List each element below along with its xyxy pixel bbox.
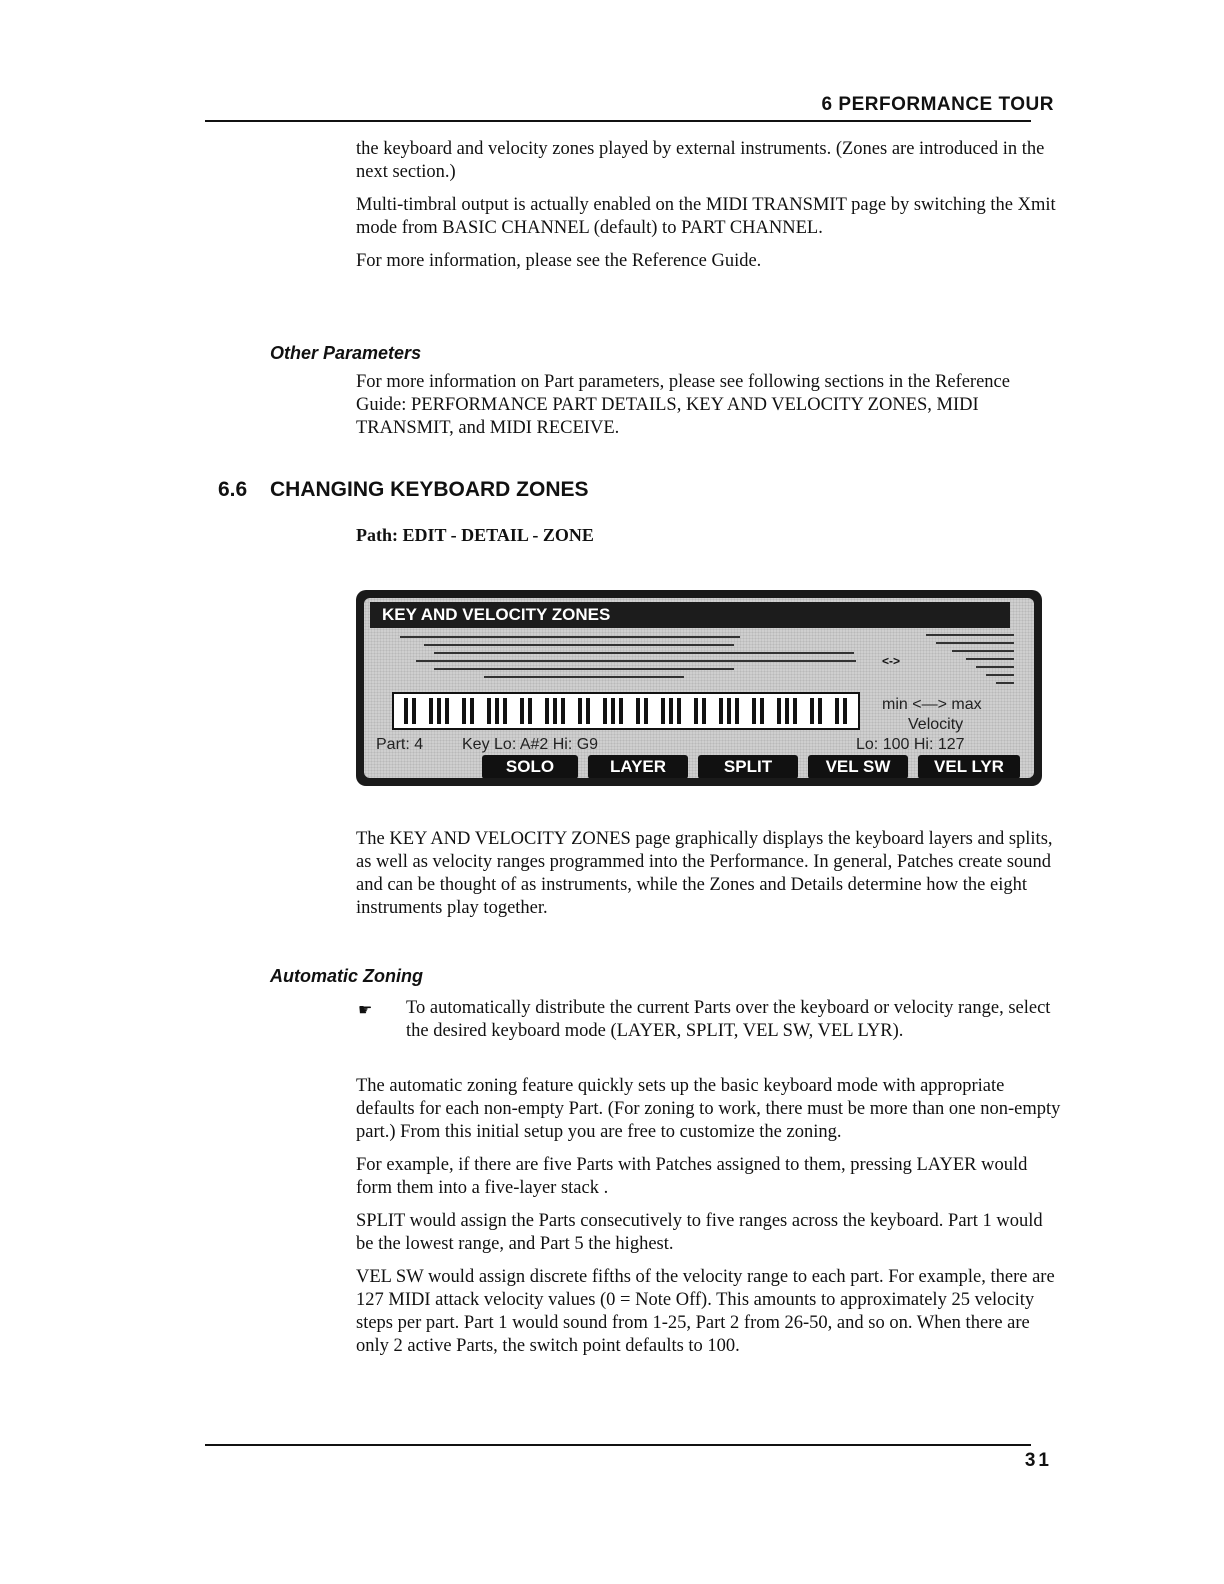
velocity-label: Velocity (908, 716, 964, 733)
black-key (445, 698, 449, 724)
black-key (603, 698, 607, 724)
black-key (487, 698, 491, 724)
black-key (586, 698, 590, 724)
intro-paragraph-1: the keyboard and velocity zones played by external instruments. (Zones are introduced in the next section.) (356, 139, 1045, 182)
black-key (760, 698, 764, 724)
auto-zoning-bullet (406, 997, 1062, 1053)
black-key (520, 698, 524, 724)
vel-lyr-button[interactable]: VEL LYR (918, 755, 1020, 778)
auto-zoning-paragraph-1: The automatic zoning feature quickly sets up the basic keyboard mode with appropriate defaults for each non-empty Part. (For zoning to work, there must be more than one non-empty part.) From this initial setup you are free to customize the zoning. (356, 1076, 1061, 1142)
black-key (636, 698, 640, 724)
velocity-bar (926, 634, 1014, 636)
auto-zoning-paragraph-3: SPLIT would assign the Parts consecutively to five ranges across the keyboard. Part 1 would be the lowest range, and Part 5 the highest. (356, 1211, 1043, 1254)
keyboard-graphic (392, 692, 860, 730)
zone-bar (400, 636, 740, 638)
automatic-zoning-heading: Automatic Zoning (270, 966, 423, 986)
zone-bar (434, 652, 854, 654)
auto-zoning-paragraph-4: VEL SW would assign discrete fifths of the velocity range to each part. For example, there are 127 MIDI attack velocity values (0 = Note Off). This amounts to approximately 25 velocity steps per part. Part 1 would sound from 1-25, Part 2 from 26-50, and so on. When there are only 2 active Parts, the switch point defaults to 100. (356, 1267, 1055, 1356)
running-header: 6 PERFORMANCE TOUR (821, 94, 1054, 115)
black-key (404, 698, 408, 724)
black-key (694, 698, 698, 724)
section-heading (218, 478, 589, 502)
solo-button[interactable]: SOLO (482, 755, 578, 778)
intro-paragraph-3: For more information, please see the Reference Guide. (356, 251, 762, 271)
intro-text (356, 138, 1062, 283)
velocity-bar (996, 682, 1014, 684)
black-key (669, 698, 673, 724)
black-key (785, 698, 789, 724)
black-key (462, 698, 466, 724)
black-key (810, 698, 814, 724)
black-key (495, 698, 499, 724)
vel-sw-button[interactable]: VEL SW (808, 755, 908, 778)
header-rule (205, 120, 1031, 122)
softkey-row (482, 755, 1034, 778)
lcd-display (364, 598, 1034, 778)
pointing-hand-icon: ☛ (358, 1000, 373, 1019)
zone-bar (484, 676, 684, 678)
velocity-bar (952, 650, 1014, 652)
key-range: Key Lo: A#2 Hi: G9 (462, 736, 599, 753)
auto-zoning-paragraph-2: For example, if there are five Parts with Patches assigned to them, pressing LAYER would form them into a five-layer stack . (356, 1155, 1028, 1198)
black-key (412, 698, 416, 724)
footer-rule (205, 1444, 1031, 1446)
other-parameters-text (356, 371, 1026, 450)
page-number: 31 (1024, 1450, 1052, 1471)
black-key (702, 698, 706, 724)
black-key (429, 698, 433, 724)
bullet-text: To automatically distribute the current Parts over the keyboard or velocity range, select the desired keyboard mode (LAYER, SPLIT, VEL SW, VEL LYR). (406, 998, 1051, 1041)
lcd-title-bar: KEY AND VELOCITY ZONES (370, 602, 1010, 628)
velocity-range-label: min <—> max (882, 696, 982, 713)
zone-bar (434, 668, 734, 670)
velocity-bar (986, 674, 1014, 676)
black-key (553, 698, 557, 724)
black-key (503, 698, 507, 724)
black-key (661, 698, 665, 724)
black-key (578, 698, 582, 724)
other-parameters-paragraph: For more information on Part parameters, please see following sections in the Reference Guide: PERFORMANCE PART DETAILS, KEY AND VELOCITY ZONES, MIDI TRANSMIT, and MIDI RECEIVE. (356, 372, 1010, 438)
description-paragraph: The KEY AND VELOCITY ZONES page graphically displays the keyboard layers and splits, as well as velocity ranges programmed into the Performance. In general, Patches create sound and can be thought of as instruments, while the Zones and Details determine how the eight instruments play together. (356, 829, 1053, 918)
black-key (719, 698, 723, 724)
black-key (528, 698, 532, 724)
black-key (818, 698, 822, 724)
black-key (545, 698, 549, 724)
black-key (735, 698, 739, 724)
velocity-arrow: <-> (882, 654, 901, 668)
black-key (611, 698, 615, 724)
black-key (677, 698, 681, 724)
velocity-bar (936, 642, 1014, 644)
black-key (793, 698, 797, 724)
black-key (644, 698, 648, 724)
black-key (727, 698, 731, 724)
velocity-range: Lo: 100 Hi: 127 (856, 736, 965, 753)
black-key (843, 698, 847, 724)
intro-paragraph-2: Multi-timbral output is actually enabled on the MIDI TRANSMIT page by switching the Xmit mode from BASIC CHANNEL (default) to PART CHANNEL. (356, 195, 1056, 238)
zone-bar (416, 660, 856, 662)
auto-zoning-text (356, 1075, 1062, 1368)
section-number: 6.6 (218, 478, 248, 501)
black-key (752, 698, 756, 724)
black-key (561, 698, 565, 724)
black-key (777, 698, 781, 724)
velocity-bar (976, 666, 1014, 668)
velocity-bar (966, 658, 1014, 660)
menu-path: Path: EDIT - DETAIL - ZONE (356, 525, 594, 545)
split-button[interactable]: SPLIT (698, 755, 798, 778)
zone-bar (424, 644, 734, 646)
layer-button[interactable]: LAYER (588, 755, 688, 778)
other-parameters-heading: Other Parameters (270, 343, 422, 363)
lcd-screen-figure (356, 590, 1042, 786)
black-key (835, 698, 839, 724)
screen-description (356, 828, 1062, 930)
section-title: CHANGING KEYBOARD ZONES (270, 478, 589, 501)
black-key (437, 698, 441, 724)
part-number: Part: 4 (376, 736, 424, 753)
black-key (470, 698, 474, 724)
black-key (619, 698, 623, 724)
